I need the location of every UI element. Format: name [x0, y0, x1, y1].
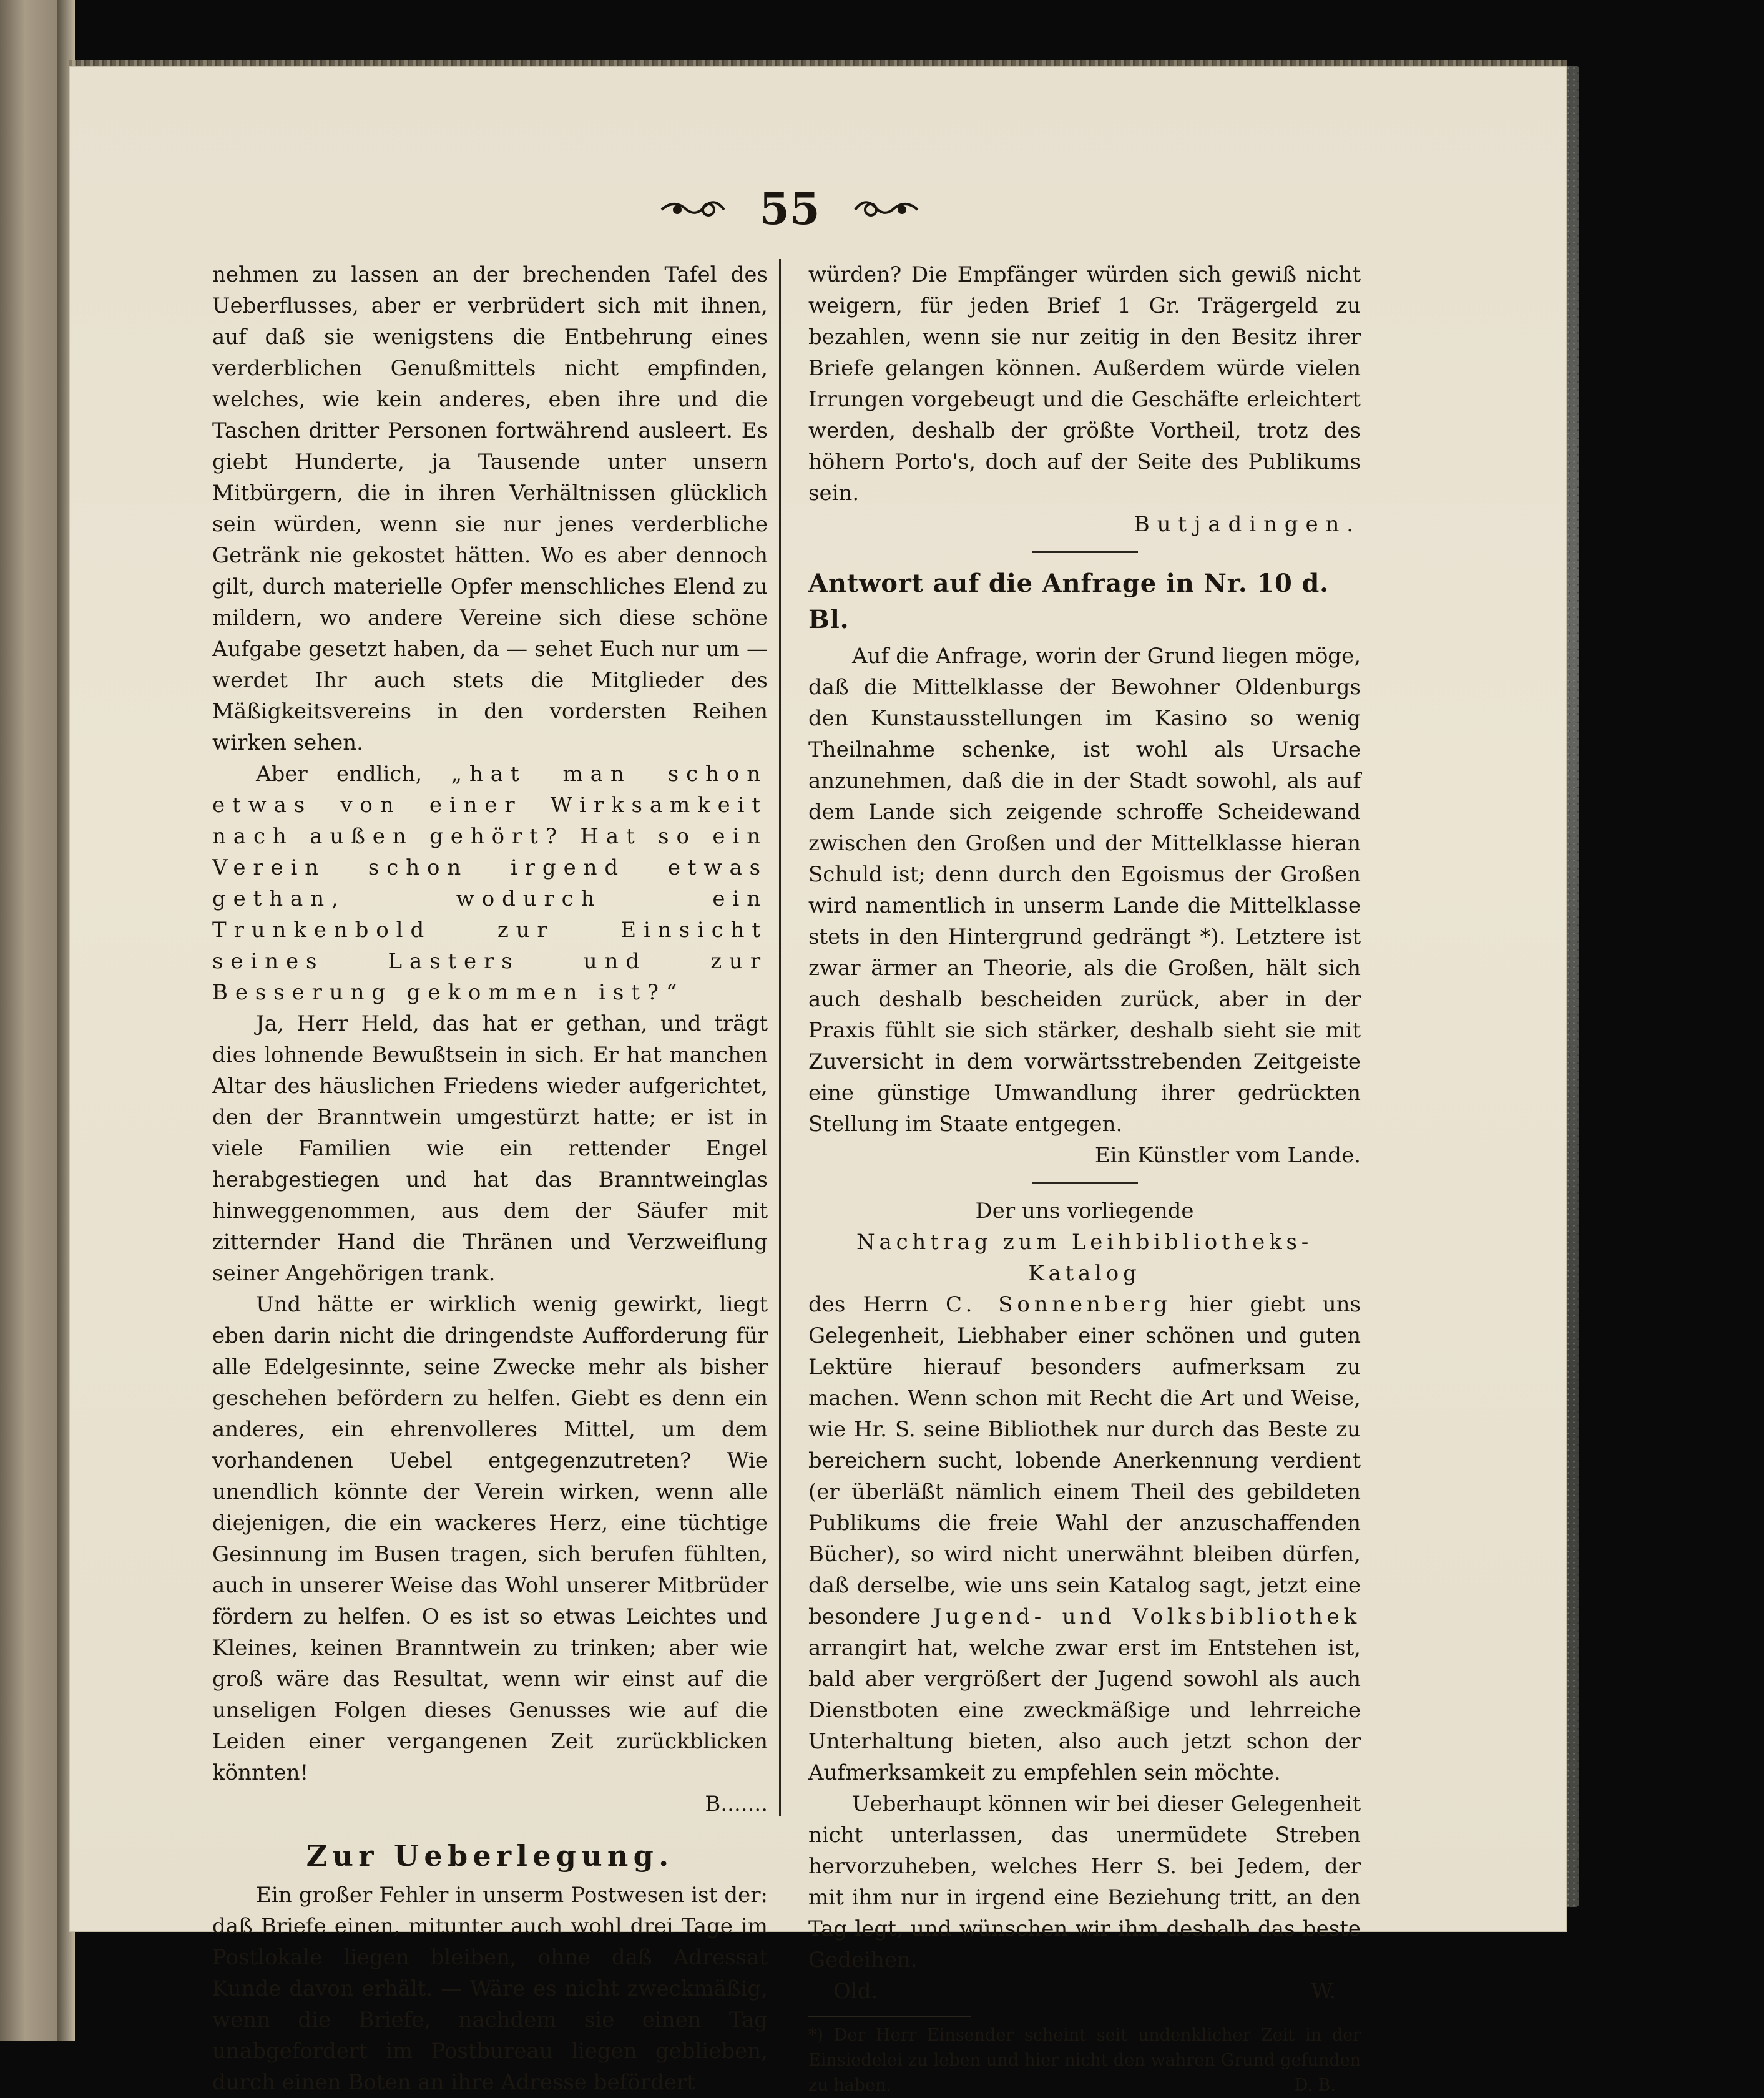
paragraph — [212, 758, 768, 1008]
ornament-right-icon — [852, 192, 921, 227]
signature: B....... — [705, 1792, 768, 1816]
footnote-text: *) Der Herr Einsender scheint seit undenklicher Zeit in der Einsiedelei zu leben und hier nicht den wahren Grund gefunden zu haben. — [808, 2026, 1361, 2095]
ornament-left-icon — [659, 192, 727, 227]
paragraph: Auf die Anfrage, worin der Grund liegen möge, daß die Mittelklasse der Bewohner Oldenburgs den Kunstausstellungen im Kasino so wenig Theilnahme schenke, ist wohl als Ursache anzunehmen, daß die in der Stadt sowohl, als auf dem Lande sich zeigende schroffe Scheidewand zwischen den Großen und der Mittelklasse hieran Schuld ist; denn durch den Egoismus der Großen wird namentlich in unserm Lande die Mittelklasse stets in den Hintergrund gedrängt *). Letztere ist zwar ärmer an Theorie, als die Großen, hält sich auch deshalb bescheiden zurück, aber in der Praxis fühlt sie sich stärker, deshalb sieht sie mit Zuversicht in dem vorwärtsstrebenden Zeitgeiste eine günstige Umwandlung ihrer gedrückten Stellung im Staate entgegen. — [808, 644, 1361, 1137]
signature: Ein Künstler vom Lande. — [1094, 1143, 1361, 1168]
quoted-question: „hat man schon etwas von einer Wirksamkeit nach außen gehört? Hat so ein Verein schon irgend etwas gethan, wodurch ein Trunkenbold zur Einsicht seines Lasters und zur Besserung gekommen ist?“ — [212, 762, 768, 1005]
section-heading: Zur Ueberlegung. — [306, 1839, 674, 1873]
library-name: Jugend- und Volksbibliothek — [933, 1604, 1361, 1629]
section-rule — [1032, 551, 1138, 553]
person-name: C. Sonnenberg — [945, 1292, 1172, 1317]
place-signature — [808, 1976, 1361, 2007]
left-page-edge — [0, 0, 62, 2041]
paragraph-lead: des Herrn — [808, 1292, 928, 1317]
paragraph: Ein großer Fehler in unserm Postwesen ist der: daß Briefe einen, mitunter auch wohl drei Tage im Postlokale liegen bleiben, ohne daß Adressat Kunde davon erhält. — Wäre es nicht zweckmäßig, wenn die Briefe, nachdem sie einen Tag unabgefordert im Postbureau liegen geblieben, durch einen Boten an ihre Adresse befördert — [212, 1883, 768, 2095]
left-column — [212, 259, 768, 2098]
section-rule — [1032, 1182, 1138, 1184]
paragraph: Ja, Herr Held, das hat er gethan, und trägt dies lohnende Bewußtsein in sich. Er hat manchen Altar des häuslichen Friedens wieder aufgerichtet, den der Branntwein umgestürzt hatte; er ist in viele Familien wie ein rettender Engel herabgestiegen und hat das Branntweinglas hinweggenommen, aus dem der Säufer mit zitternder Hand die Thränen und Verzweiflung seiner Angehörigen trank. — [212, 1011, 768, 1286]
page-number: 55 — [759, 183, 820, 235]
paragraph-body: hier giebt uns Gelegenheit, Liebhaber einer schönen und guten Lektüre hierauf besonders aufmerksam zu machen. Wenn schon mit Recht die Art und Weise, wie Hr. S. seine Bibliothek nur durch das Beste zu bereichern sucht, lobende Anerkennung verdient (er überläßt nämlich einem Theil des gebildeten Publikums die freie Wahl der anzuschaffenden Bücher), so wird nicht unerwähnt bleiben dürfen, daß derselbe, wie uns sein Katalog sagt, jetzt eine besondere — [808, 1292, 1361, 1629]
footnote — [808, 2023, 1361, 2098]
paragraph-body: Und hätte er wirklich wenig gewirkt, liegt eben darin nicht die dringendste Aufforderung für alle Edelgesinnte, seine Zwecke mehr als bisher geschehen befördern zu helfen. Giebt es denn ein anderes, ein ehrenvolleres Mittel, um dem vorhandenen Uebel entgegenzutreten? Wie unendlich könnte der Verein wirken, wenn alle diejenigen, die ein wackeres Herz, eine tüchtige Gesinnung im Busen tragen, sich berufen fühlten, auch in unserer Weise das Wohl unserer Mitbrüder fördern zu helfen. O es ist so etwas Leichtes und Kleines, keinen Branntwein zu trinken; aber wie groß wäre das Resultat, wenn wir einst auf die unseligen Folgen dieses Genusses wie auf die Leiden einer vergangenen Zeit zurückblicken könnten! — [212, 1292, 768, 1785]
page-header — [659, 181, 921, 237]
paragraph: würden? Die Empfänger würden sich gewiß nicht weigern, für jeden Brief 1 Gr. Trägergeld zu bezahlen, wenn sie nur zeitig in den Besitz ihrer Briefe gelangen können. Außerdem würde vielen Irrungen vorgebeugt und die Geschäfte erleichtert werden, deshalb der größte Vortheil, trotz des höhern Porto's, doch auf der Seite des Publikums sein. — [808, 262, 1361, 506]
place: Old. — [833, 1979, 878, 2004]
paragraph: Ueberhaupt können wir bei dieser Gelegenheit nicht unterlassen, das unermüdete Streben hervorzuheben, welches Herr S. bei Jedem, der mit ihm nur in irgend eine Beziehung tritt, an den Tag legt, und wünschen wir ihm deshalb das beste Gedeihen. — [808, 1792, 1361, 1973]
paragraph-lead: Aber endlich, — [256, 762, 423, 787]
intro-line: Der uns vorliegende — [975, 1199, 1194, 1223]
paragraph: nehmen zu lassen an der brechenden Tafel des Ueberflusses, aber er verbrüdert sich mit ihnen, auf daß sie wenigstens die Entbehrung eines verderblichen Genußmittels nicht empfinden, welches, wie kein anderes, eben ihre und die Taschen dritter Personen fortwährend ausleert. Es giebt Hunderte, ja Tausende unter unsern Mitbürgern, die in ihren Verhältnissen glücklich sein würden, wenn sie nur jenes verderbliche Getränk nie gekostet hätten. Wo es aber dennoch gilt, durch materielle Opfer menschliches Elend zu mildern, wo andere Vereine sich diese schöne Aufgabe gesetzt haben, da — sehet Euch nur um — werdet Ihr auch stets die Mitglieder des Mäßigkeitsvereins in den vordersten Reihen wirken sehen. — [212, 262, 768, 755]
paragraph — [808, 1289, 1361, 1788]
section-heading: Antwort auf die Anfrage in Nr. 10 d. Bl. — [808, 569, 1329, 634]
right-column — [808, 259, 1361, 2098]
signature: W. — [1311, 1979, 1336, 2004]
footnote-rule — [808, 2016, 971, 2017]
paragraph-body: arrangirt hat, welche zwar erst im Entstehen ist, bald aber vergrößert der Jugend sowohl als auch Dienstboten eine zweckmäßige und lehrreiche Unterhaltung bieten, also auch jetzt schon der Aufmerksamkeit zu empfehlen sein möchte. — [808, 1635, 1361, 1785]
footnote-signature: D. B. — [1294, 2076, 1336, 2095]
catalog-title: Nachtrag zum Leihbibliotheks-Katalog — [856, 1230, 1313, 1286]
signature: Butjadingen. — [1134, 512, 1361, 537]
column-divider — [779, 259, 781, 1816]
paragraph — [212, 1289, 768, 1788]
